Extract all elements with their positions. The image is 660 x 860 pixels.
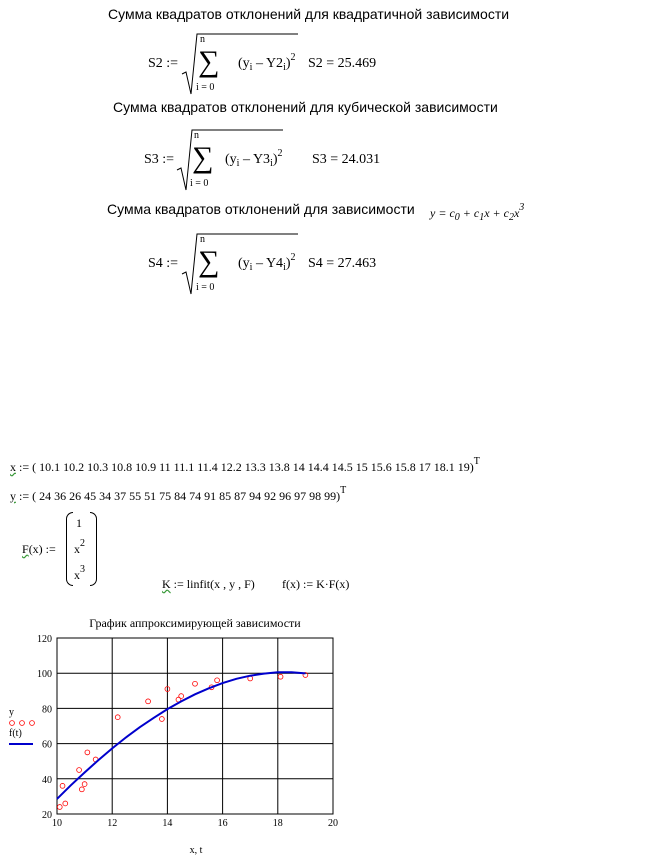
y-tick-label: 40 bbox=[42, 774, 52, 786]
y-tick-label: 100 bbox=[37, 669, 52, 681]
K-var: K bbox=[162, 577, 171, 591]
y-tick-label: 80 bbox=[42, 704, 52, 716]
sum-upper: n bbox=[200, 34, 205, 45]
x-tick-label: 10 bbox=[52, 818, 62, 829]
formula-s3 bbox=[0, 116, 660, 192]
data-point bbox=[278, 674, 283, 679]
matrix-right-bracket bbox=[90, 512, 97, 586]
sum-term: $(y_i - Y2_i)^2$ bbox=[238, 52, 296, 73]
y-definition bbox=[10, 485, 347, 504]
data-point bbox=[159, 717, 164, 722]
y-values: 24 36 26 45 34 37 55 51 75 84 74 91 85 87 94 92 96 97 98 99) bbox=[39, 489, 341, 503]
data-point bbox=[79, 787, 84, 792]
data-point bbox=[60, 783, 65, 788]
x-var: x bbox=[10, 460, 16, 474]
x-tick-label: 14 bbox=[162, 818, 173, 829]
x-transpose: T bbox=[473, 456, 480, 467]
s3-result: S3 = 24.031 bbox=[312, 152, 381, 167]
data-point bbox=[193, 681, 198, 686]
data-point bbox=[146, 699, 151, 704]
F-definition bbox=[0, 508, 200, 588]
plot-frame bbox=[57, 638, 333, 814]
sigma-icon: ∑ bbox=[198, 245, 220, 278]
sigma-icon: ∑ bbox=[192, 141, 214, 174]
data-point bbox=[77, 768, 82, 773]
y-assign: := ( bbox=[19, 489, 37, 503]
legend-y-marker bbox=[30, 721, 35, 726]
sum-lower: i = 0 bbox=[196, 82, 215, 93]
s3-lhs: S3 := bbox=[144, 152, 175, 167]
sum-upper: n bbox=[194, 130, 199, 141]
legend-y-marker bbox=[10, 721, 15, 726]
data-point bbox=[115, 715, 120, 720]
chart-title: График аппроксимирующей зависимости bbox=[89, 616, 301, 630]
K-definition bbox=[162, 577, 255, 592]
x-tick-label: 20 bbox=[328, 818, 338, 829]
s4-result: S4 = 27.463 bbox=[308, 256, 377, 271]
s4-lhs: S4 := bbox=[148, 256, 179, 271]
x-axis-label: x, t bbox=[189, 845, 203, 856]
x-tick-label: 12 bbox=[107, 818, 118, 829]
matrix-row-2: $x^2$ bbox=[74, 538, 85, 556]
sum-term: $(y_i - Y4_i)^2$ bbox=[238, 252, 296, 273]
sum-term: $(y_i - Y3_i)^2$ bbox=[225, 148, 283, 169]
matrix-left-bracket bbox=[66, 512, 73, 586]
y-tick-label: 120 bbox=[37, 634, 52, 645]
x-tick-label: 16 bbox=[217, 818, 228, 829]
y-var: y bbox=[10, 489, 16, 503]
formula-s2 bbox=[0, 22, 660, 98]
formula-s4 bbox=[0, 218, 660, 298]
data-point bbox=[82, 782, 87, 787]
matrix-row-3: $x^3$ bbox=[74, 564, 85, 582]
x-definition bbox=[10, 456, 480, 475]
model-formula-text: $y = c_0 + c_1x + c_2x^3$ bbox=[430, 202, 525, 223]
F-lhs: F(x) := bbox=[22, 542, 56, 556]
heading-s4: Сумма квадратов отклонений для зависимости bbox=[107, 201, 415, 217]
legend-y-marker bbox=[20, 721, 25, 726]
sum-upper: n bbox=[200, 234, 205, 245]
s2-lhs: S2 := bbox=[148, 56, 179, 71]
f-definition: f(x) := K·F(x) bbox=[282, 577, 350, 591]
y-tick-label: 60 bbox=[42, 739, 52, 751]
matrix-row-1: 1 bbox=[76, 516, 82, 530]
legend-f-label: f(t) bbox=[9, 728, 22, 739]
fit-curve-line bbox=[57, 672, 305, 799]
x-assign: := ( bbox=[19, 460, 37, 474]
data-point bbox=[85, 750, 90, 755]
x-values: 10.1 10.2 10.3 10.8 10.9 11 11.1 11.4 12.2 13.3 13.8 14 14.4 14.5 15 15.6 15.8 17 18.1 19) bbox=[39, 460, 474, 474]
y-transpose: T bbox=[340, 485, 347, 496]
approximation-chart bbox=[0, 610, 350, 860]
y-tick-label: 20 bbox=[42, 810, 52, 821]
sum-lower: i = 0 bbox=[196, 282, 215, 293]
x-tick-label: 18 bbox=[272, 818, 283, 829]
legend-y-label: y bbox=[9, 707, 14, 718]
data-point bbox=[57, 805, 62, 810]
K-rest: := linfit(x , y , F) bbox=[173, 577, 255, 591]
data-point bbox=[179, 694, 184, 699]
heading-s3: Сумма квадратов отклонений для кубической зависимости bbox=[113, 99, 498, 115]
sigma-icon: ∑ bbox=[198, 45, 220, 78]
sum-lower: i = 0 bbox=[190, 178, 209, 189]
heading-s2: Сумма квадратов отклонений для квадратичной зависимости bbox=[108, 6, 510, 22]
s2-result: S2 = 25.469 bbox=[308, 56, 377, 71]
data-point bbox=[215, 678, 220, 683]
data-point bbox=[63, 801, 68, 806]
